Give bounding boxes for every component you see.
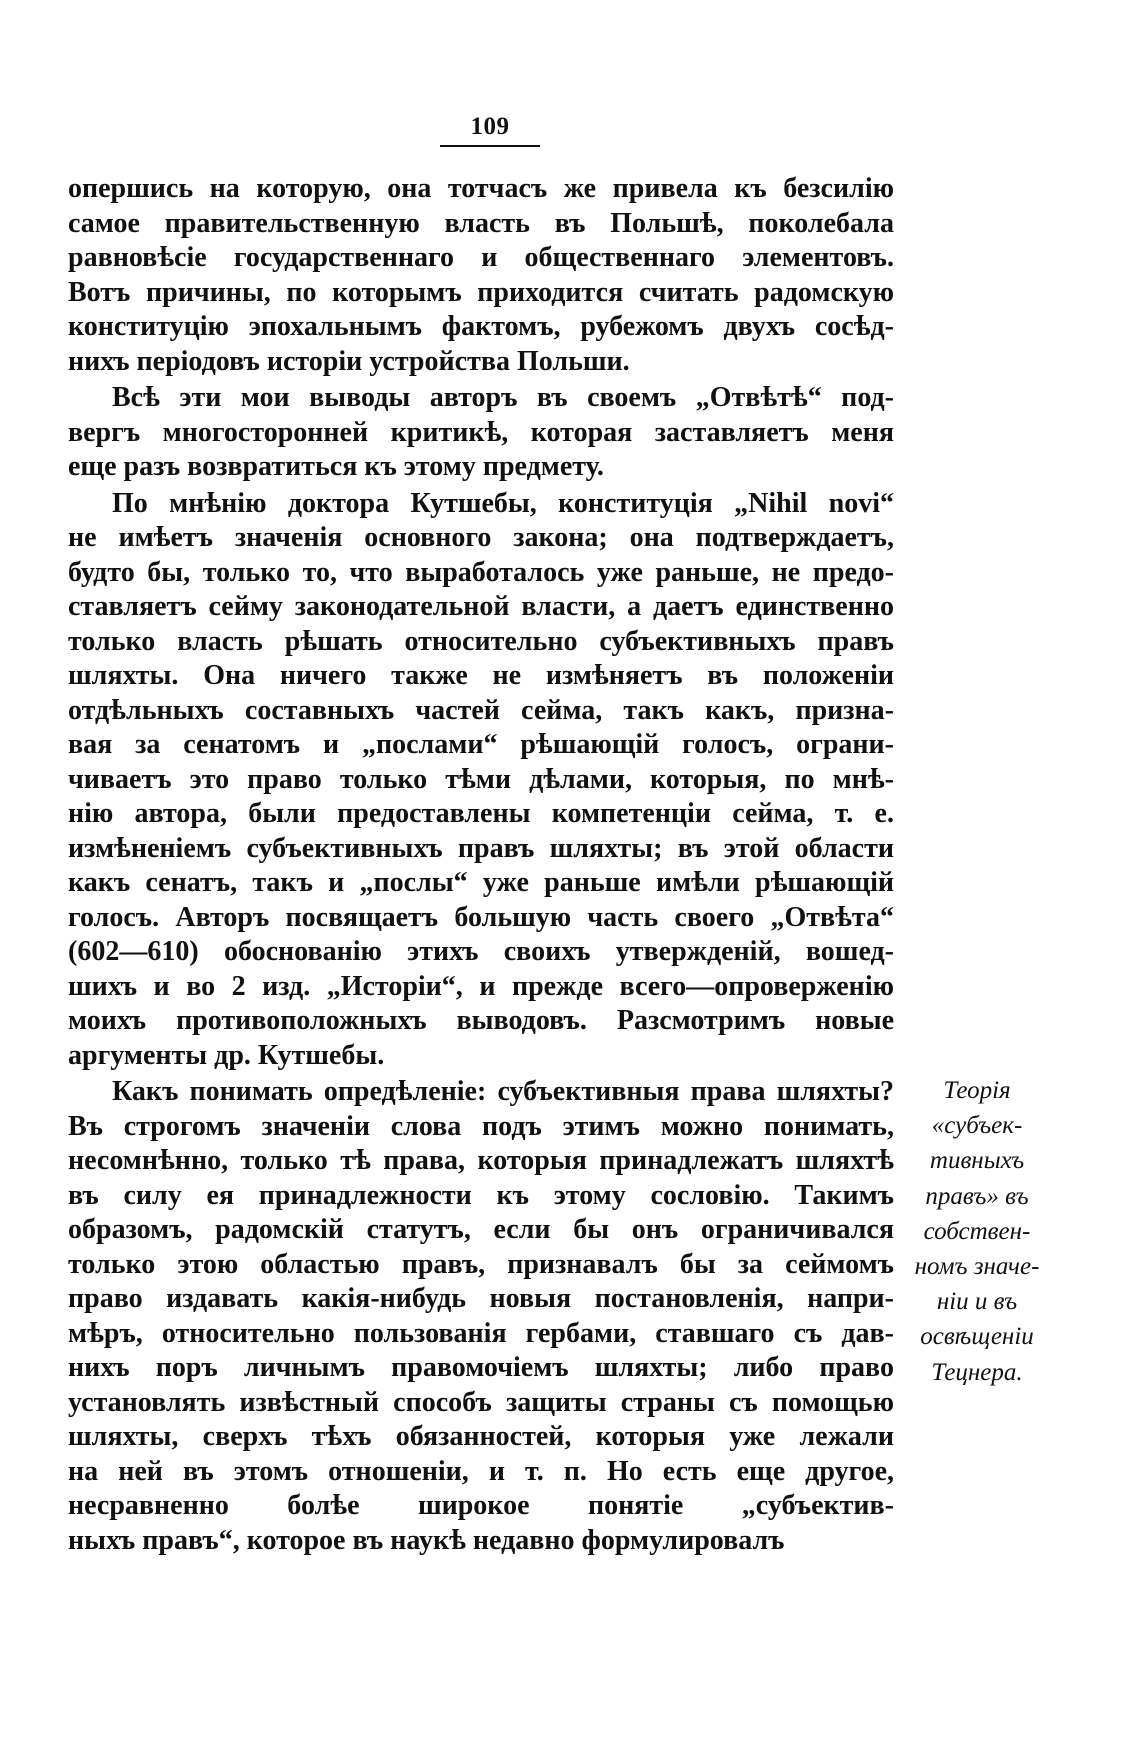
marginal-note <box>892 1073 1062 1390</box>
text-line: шляхты. Она ничего также не измѣняетъ въ положеніи <box>68 660 894 691</box>
text-line: установлять извѣстный способъ защиты страны съ помощью <box>68 1386 894 1418</box>
text-line: равновѣсіе государственнаго и общественнаго элементовъ. <box>68 242 894 273</box>
marginal-note-line: собствен- <box>923 1217 1031 1245</box>
marginal-note-line: Теорія <box>943 1077 1011 1104</box>
text-line: шихъ и во 2 изд. „Исторіи“, и прежде всего—опроверженію <box>68 970 894 1002</box>
text-line: аргументы др. Кутшебы. <box>68 1039 385 1071</box>
marginal-note-line: освѣщеніи <box>920 1323 1034 1351</box>
text-line: отдѣльныхъ составныхъ частей сейма, такъ какъ, призна- <box>68 694 894 726</box>
text-line: вая за сенатомъ и „послами“ рѣшающій голосъ, ограни- <box>68 729 894 760</box>
text-line: несомнѣнно, только тѣ права, которыя принадлежатъ шляхтѣ <box>68 1145 894 1176</box>
text-line: въ силу ея принадлежности къ этому сословію. Такимъ <box>68 1179 894 1211</box>
text-line: будто бы, только то, что выработалось уже раньше, не предо- <box>68 556 894 588</box>
marginal-note-line: ніи и въ <box>936 1288 1018 1316</box>
text-line: чиваетъ это право только тѣми дѣлами, которыя, по мнѣ- <box>68 763 894 795</box>
marginal-note-line: «субъек- <box>931 1112 1023 1140</box>
text-line: самое правительственную власть въ Польшѣ, поколебала <box>68 207 894 239</box>
paragraph <box>68 381 894 485</box>
text-line: ставляетъ сейму законодательной власти, а даетъ единственно <box>68 591 894 622</box>
paragraph <box>68 487 894 1074</box>
text-line: на ней въ этомъ отношеніи, и т. п. Но есть еще другое, <box>68 1455 894 1487</box>
marginal-note-line: правъ» въ <box>925 1182 1029 1210</box>
marginal-note-line: тивныхъ <box>929 1147 1025 1175</box>
marginal-note-line: Тецнера. <box>931 1358 1023 1386</box>
text-line: не имѣетъ значенія основного закона; она подтверждаетъ, <box>68 522 894 553</box>
text-line: право издавать какія-нибудь новыя постановленія, напри- <box>68 1283 894 1314</box>
text-line: моихъ противоположныхъ выводовъ. Разсмотримъ новые <box>68 1005 894 1036</box>
text-line: Въ строгомъ значеніи слова подъ этимъ можно понимать, <box>68 1110 894 1142</box>
marginal-note-line: номъ значе- <box>914 1253 1040 1281</box>
text-line: нихъ періодовъ исторіи устройства Польши. <box>68 345 630 377</box>
text-line: голосъ. Авторъ посвящаетъ большую часть своего „Отвѣта“ <box>68 901 894 933</box>
text-line: ныхъ правъ“, которое въ наукѣ недавно формулировалъ <box>68 1524 785 1556</box>
text-line: шляхты, сверхъ тѣхъ обязанностей, которыя уже лежали <box>68 1421 894 1452</box>
body-text <box>68 172 894 1558</box>
text-line: только этою областью правъ, признавалъ бы за сеймомъ <box>68 1248 894 1280</box>
page-number: 109 <box>470 113 510 140</box>
text-line: нихъ поръ личнымъ правомочіемъ шляхты; либо право <box>68 1352 894 1383</box>
text-line: только власть рѣшать относительно субъективныхъ правъ <box>68 625 894 657</box>
text-line: измѣненіемъ субъективныхъ правъ шляхты; въ этой области <box>68 832 894 864</box>
text-line: несравненно болѣе широкое понятіе „субъектив- <box>68 1490 894 1521</box>
text-line: нію автора, были предоставлены компетенціи сейма, т. е. <box>68 798 894 829</box>
text-line: конституцію эпохальнымъ фактомъ, рубежомъ двухъ сосѣд- <box>68 311 894 342</box>
text-line: какъ сенатъ, такъ и „послы“ уже раньше имѣли рѣшающій <box>68 867 894 898</box>
text-line: Всѣ эти мои выводы авторъ въ своемъ „Отвѣтѣ“ под- <box>112 382 894 413</box>
text-line: Какъ понимать опредѣленіе: субъективныя права шляхты? <box>112 1076 894 1107</box>
text-line: мѣръ, относительно пользованія гербами, ставшаго съ дав- <box>68 1317 894 1349</box>
text-line: (602—610) обоснованію этихъ своихъ утвержденій, вошед- <box>68 936 894 967</box>
text-line: образомъ, радомскій статутъ, если бы онъ ограничивался <box>68 1214 894 1245</box>
text-line: еще разъ возвратиться къ этому предмету. <box>68 451 604 482</box>
text-line: оперши﻿сь на которую, она тотчасъ же привела къ безсилію <box>68 173 894 204</box>
text-line: Вотъ причины, по которымъ приходится считать радомскую <box>68 276 894 308</box>
text-line: По мнѣнію доктора Кутшебы, конституція „Nihil novi“ <box>112 487 894 519</box>
text-line: вергъ многосторонней критикѣ, которая заставляетъ меня <box>68 416 894 448</box>
paragraph <box>68 1075 894 1558</box>
paragraph <box>68 172 894 379</box>
page-number-rule <box>440 145 540 147</box>
